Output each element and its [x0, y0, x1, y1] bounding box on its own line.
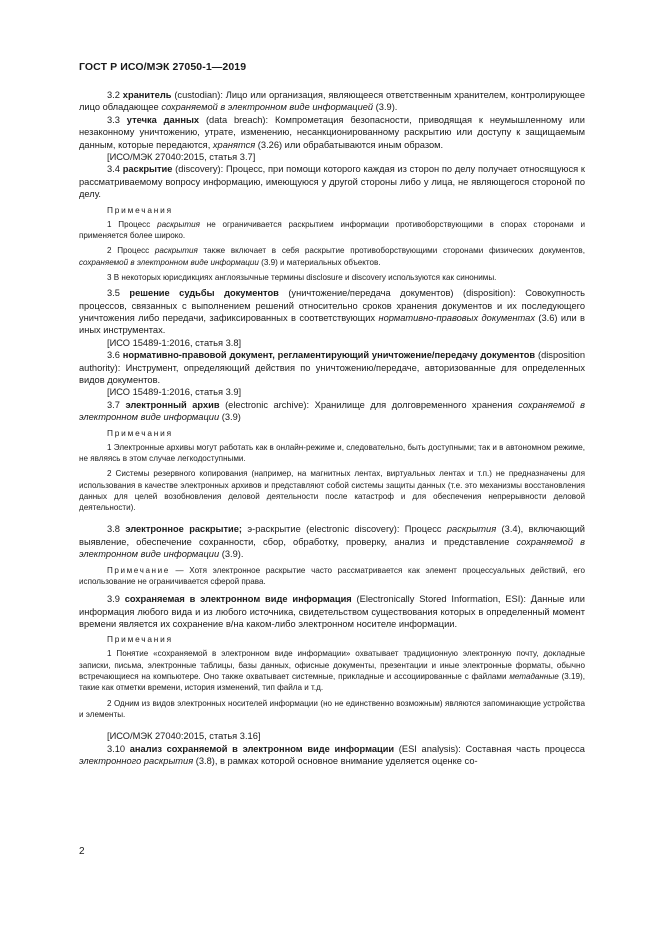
- note: 3 В некоторых юрисдикциях англоязычные термины disclosure и discovery используются как синонимы.: [107, 272, 497, 282]
- term-3-5: [79, 287, 585, 337]
- note-text: — Хотя электронное раскрытие часто рассматривается как элемент процессуальных действий, его использование не ограничивается сферой права.: [79, 565, 585, 586]
- term-number: 3.8: [107, 524, 126, 535]
- term-number: 3.5: [107, 288, 130, 299]
- term-text: э-раскрытие (electronic discovery): Процесс: [242, 524, 447, 535]
- term-crossref: сохраняемой в электронном виде информации: [79, 399, 586, 423]
- notes-heading: Примечания: [107, 427, 173, 438]
- term-text: (data breach): Компрометация безопасности, приводящая к неумышленному или незаконному уничтожению, утрате, изменению, несанкционированному раскрытию или доступу к защищаемым данным, которые передаются,: [79, 114, 585, 150]
- term-text: (3.9).: [373, 102, 398, 113]
- term-text: (3.9).: [219, 549, 244, 560]
- term-title: сохраняемая в электронном виде информация: [124, 594, 352, 605]
- term-number: 3.6: [107, 350, 123, 361]
- note-text: не ограничивается раскрытием информации противоборствующими в спорах сторонами и применяется более широко.: [79, 219, 585, 240]
- note-text: также включает в себя раскрытие противоборствующими сторонами физических документов,: [197, 246, 585, 256]
- term-title: нормативно-правовой документ, регламентирующий уничтожение/передачу документов: [122, 350, 536, 361]
- term-text: (3.4), включающий выявление, обеспечение сохранности, сбор, обработку, проверку, анализ и представление: [79, 524, 585, 547]
- term-text: (electronic archive): Хранилище для долговременного хранения: [219, 399, 519, 410]
- source-reference: [ИСО 15489-1:2016, статья 3.8]: [107, 337, 242, 348]
- note: 1 Электронные архивы могут работать как в онлайн-режиме и, следовательно, быть доступными; так и в автономном режиме, не являясь в этом случае легкодоступными.: [79, 442, 585, 463]
- term-number: 3.3: [107, 114, 127, 125]
- term-crossref: хранятся: [212, 139, 256, 150]
- term-crossref: электронного раскрытия: [79, 756, 194, 767]
- term-crossref: сохраняемой в электронном виде информации: [79, 536, 585, 560]
- term-text: (3.6) или в иных инструментах.: [79, 312, 585, 336]
- note-crossref: сохраняемой в электронном виде информации: [79, 257, 259, 267]
- term-title: анализ сохраняемой в электронном виде информации: [129, 743, 395, 754]
- term-text: (custodian): Лицо или организация, являющееся ответственным хранителем, контролирующее лицо обладающее: [79, 90, 585, 113]
- page-number: 2: [79, 846, 85, 857]
- term-3-2: [79, 89, 585, 114]
- note: [79, 565, 585, 588]
- note: 2 Одним из видов электронных носителей информации (но не единственно возможным) являются запоминающие устройства и элементы.: [79, 698, 585, 719]
- term-number: 3.10: [107, 743, 130, 754]
- term-3-10: [79, 743, 585, 768]
- term-number: 3.7: [107, 399, 126, 410]
- notes-heading: Примечания: [107, 634, 173, 645]
- note-crossref: раскрытия: [154, 246, 198, 256]
- term-3-4: [79, 163, 585, 200]
- term-crossref: нормативно-правовых документах: [378, 312, 535, 323]
- term-3-8: [79, 523, 585, 560]
- term-3-7: [79, 399, 585, 424]
- term-text: (3.26) или обрабатываются иным образом.: [255, 139, 444, 150]
- note-label: Примечание: [107, 565, 170, 575]
- note-text: 1 Понятие «сохраняемой в электронном виде информации» охватывает традиционную электронную почту, докладные записки, письма, электронные таблицы, базы данных, офисные документы, презентации и иные электронные форматы, обычно встречающиеся на компьютере. Оно также охватывает системные, прикладные и ассоциированные с файлами: [79, 649, 585, 682]
- note-crossref: метаданные: [509, 672, 559, 682]
- note-text: (3.9) и материальных объектов.: [258, 257, 381, 267]
- document-header: ГОСТ Р ИСО/МЭК 27050-1—2019: [79, 61, 247, 73]
- term-text: (Electronically Stored Information, ESI): Данные или информация любого вида и из любого источника, свидетельством существования которых в определенный момент времени является их сохранение в/на каком-либо электронном носителе информации.: [79, 594, 585, 630]
- term-number: 3.2: [107, 90, 123, 100]
- note-text: 2 Процесс: [107, 246, 155, 256]
- document-body: [79, 89, 585, 767]
- source-reference: [ИСО/МЭК 27040:2015, статья 3.7]: [107, 152, 256, 163]
- term-3-9: [79, 593, 585, 630]
- term-text: (ESI analysis): Составная часть процесса: [394, 743, 585, 754]
- note-text: (3.19), такие как отметки времени, история изменений, тип файла и т.д.: [79, 672, 585, 693]
- term-text: (3.8), в рамках которой основное внимание уделяется оценке со-: [193, 756, 478, 767]
- note: [79, 219, 585, 242]
- term-title: хранитель: [122, 90, 172, 100]
- term-number: 3.4: [107, 164, 123, 175]
- term-text: (3.9): [219, 412, 241, 423]
- term-title: утечка данных: [126, 114, 200, 125]
- note: 2 Системы резервного копирования (например, на магнитных лентах, виртуальных лентах и т.п.) не предназначены для использования в качестве электронных архивов и представляют собой системы защиты данных (т.е. это механизмы восстановления данных для целей возобновления деловой деятельности после катастроф и для обеспечения непрерывности деловой деятельности).: [79, 469, 585, 513]
- source-reference: [ИСО/МЭК 27040:2015, статья 3.16]: [107, 731, 261, 742]
- term-text: (уничтожение/передача документов) (disposition): Совокупность процессов, связанных с выполнением решений относительно сроков хранения документов и их последующего уничтожения либо передачи, зафиксированных в соответствующих: [79, 288, 585, 323]
- notes-heading: Примечания: [107, 204, 173, 215]
- note: [79, 245, 585, 268]
- term-title: решение судьбы документов: [129, 288, 279, 299]
- term-title: электронный архив: [125, 399, 220, 410]
- note-text: 1 Процесс: [107, 219, 158, 229]
- term-title: раскрытие: [122, 164, 173, 175]
- term-crossref: раскрытия: [446, 524, 497, 535]
- term-3-3: [79, 114, 585, 151]
- note-crossref: раскрытия: [157, 219, 200, 229]
- term-crossref: сохраняемой в электронном виде информацией: [161, 102, 374, 113]
- note: [79, 648, 585, 693]
- source-reference: [ИСО 15489-1:2016, статья 3.9]: [107, 387, 242, 398]
- term-title: электронное раскрытие;: [125, 524, 243, 535]
- term-3-6: [79, 349, 585, 386]
- term-text: (discovery): Процесс, при помощи которого каждая из сторон по делу получает относящуюся к рассматриваемому вопросу информацию, имеющуюся у другой стороны либо у лица, не являющегося стороной по делу.: [79, 164, 585, 200]
- term-number: 3.9: [107, 594, 125, 605]
- term-text: (disposition authority): Инструмент, определяющий действия по уничтожению/передаче, авторизованные для определенных видов документов.: [79, 350, 586, 385]
